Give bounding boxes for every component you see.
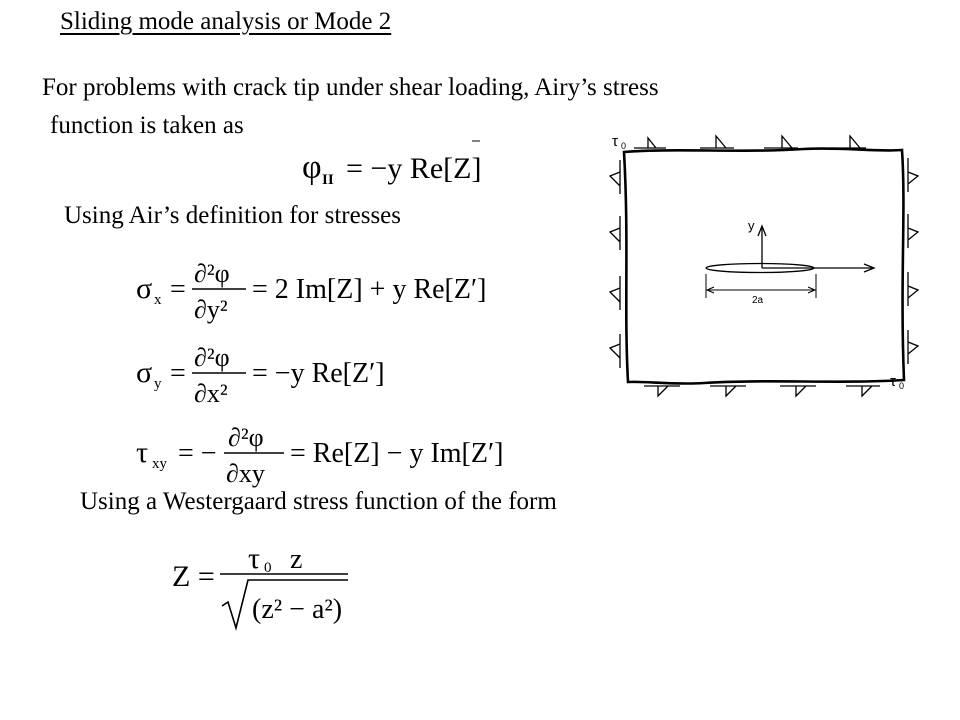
- sigma-y-numerator: ∂²φ: [194, 343, 230, 372]
- sigma-y-rhs: = −y Re[Z′]: [252, 358, 385, 389]
- bottom-load-label: τ: [890, 373, 896, 390]
- left-shear-load-arrows: [610, 160, 620, 368]
- sigma-y-denominator: ∂x²: [194, 379, 228, 408]
- tau-xy-numerator: ∂²φ: [228, 423, 264, 452]
- westergaard-numerator-z: z: [290, 544, 303, 575]
- tau-xy-denominator: ∂xy: [226, 459, 265, 488]
- sigma-x-symbol: σ: [136, 272, 153, 305]
- sigma-x-equation: [134, 254, 494, 326]
- airy-stress-function-equation: [300, 138, 510, 190]
- airy-rhs: = −y Re[Z]: [346, 152, 482, 185]
- westergaard-equation: [170, 540, 360, 632]
- svg-text:= −: = −: [178, 438, 217, 469]
- intro-text-line-1: For problems with crack tip under shear loading, Airy’s stress: [42, 74, 659, 101]
- right-shear-load-arrows: [908, 158, 918, 364]
- bottom-shear-load-arrows: [644, 386, 880, 396]
- tau-xy-symbol: τ: [136, 436, 149, 469]
- sigma-y-symbol: σ: [136, 356, 153, 389]
- top-load-label-sub: 0: [621, 141, 627, 151]
- intro-text-line-2: function is taken as: [50, 112, 244, 139]
- tau-xy-equation: [134, 423, 504, 496]
- westergaard-text: Using a Westergaard stress function of the form: [80, 488, 557, 515]
- sigma-y-equation: [134, 338, 414, 410]
- westergaard-numerator-tau: τ: [248, 542, 261, 575]
- top-shear-load-arrows: [634, 136, 866, 148]
- svg-text:=: =: [170, 274, 186, 305]
- sigma-x-subscript: x: [154, 292, 162, 308]
- westergaard-numerator-sub: 0: [264, 560, 272, 576]
- crack-shear-loading-figure: [604, 130, 934, 410]
- tau-xy-subscript: xy: [152, 456, 167, 472]
- sigma-x-denominator: ∂y²: [194, 295, 228, 324]
- westergaard-lhs: Z =: [172, 560, 215, 593]
- westergaard-denominator: (z² − a²): [252, 594, 343, 625]
- phi-symbol: φ: [302, 149, 322, 186]
- crack-length-label: 2a: [752, 295, 764, 306]
- slide-title: Sliding mode analysis or Mode 2: [60, 8, 392, 35]
- phi-subscript: II: [322, 172, 334, 188]
- stress-definition-text: Using Air’s definition for stresses: [64, 202, 402, 229]
- plate-boundary: [624, 149, 904, 384]
- y-axis-label: y: [748, 218, 755, 233]
- sigma-x-rhs: = 2 Im[Z] + y Re[Z′]: [252, 274, 487, 305]
- svg-text:=: =: [170, 358, 186, 389]
- sigma-y-subscript: y: [154, 376, 162, 392]
- sigma-x-numerator: ∂²φ: [194, 259, 230, 288]
- tau-xy-rhs: = Re[Z] − y Im[Z′]: [290, 438, 504, 469]
- bottom-load-label-sub: 0: [899, 381, 905, 391]
- top-load-label: τ: [612, 133, 618, 150]
